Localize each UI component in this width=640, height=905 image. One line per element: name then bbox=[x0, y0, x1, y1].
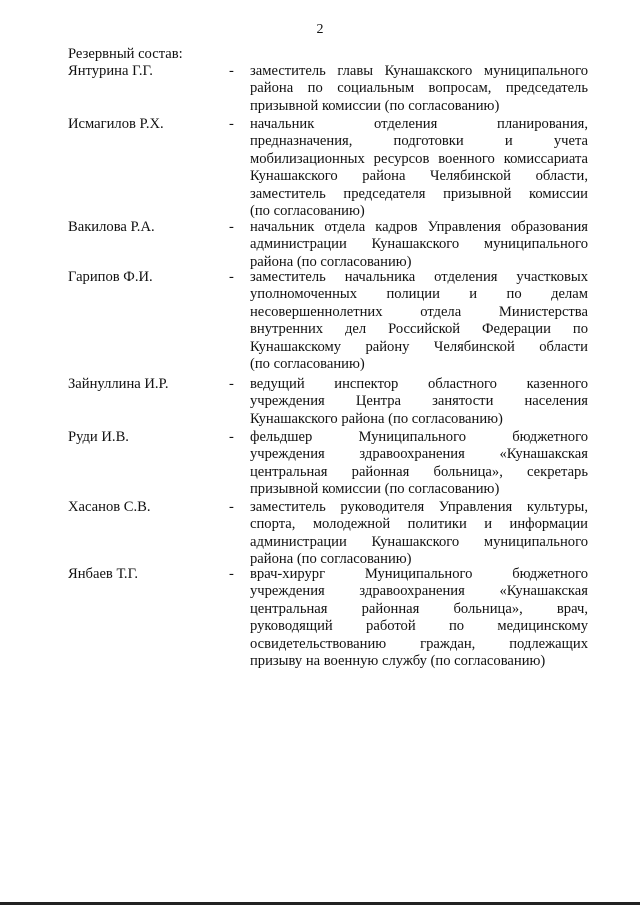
description-line: призывной комиссии (по согласованию) bbox=[250, 481, 500, 498]
description-line: уполномоченных полиции и по делам bbox=[250, 286, 588, 303]
description-line: заместитель главы Кунашакского муниципального bbox=[250, 63, 588, 79]
description-line: заместитель руководителя Управления культуры, bbox=[250, 499, 588, 515]
description-line: предназначения, подготовки и учета bbox=[250, 133, 588, 150]
member-dash: - bbox=[229, 219, 234, 235]
description-line: администрации Кунашакского муниципального bbox=[250, 236, 588, 253]
description-line: Кунашакскому району Челябинской области bbox=[250, 338, 588, 355]
member-name: Янбаев Т.Г. bbox=[68, 566, 139, 582]
member-dash: - bbox=[229, 269, 234, 285]
member-name: Руди И.В. bbox=[68, 429, 129, 445]
member-dash: - bbox=[229, 116, 234, 132]
page-number: 2 bbox=[316, 22, 324, 37]
description-line: несовершеннолетних отдела Министерства bbox=[250, 303, 588, 320]
description-line: спорта, молодежной политики и информации bbox=[250, 516, 588, 533]
member-dash: - bbox=[229, 376, 234, 392]
description-line: (по согласованию) bbox=[250, 356, 365, 373]
member-description bbox=[250, 63, 588, 115]
description-line: центральная районная больница», врач, bbox=[250, 600, 588, 617]
description-line: учреждения здравоохранения «Кунашакская bbox=[250, 446, 588, 463]
section-title: Резервный состав: bbox=[68, 46, 183, 62]
description-line: призыву на военную службу (по согласованию) bbox=[250, 653, 546, 670]
description-line: заместитель начальника отделения участковых bbox=[250, 269, 588, 285]
description-line: Кунашакского района (по согласованию) bbox=[250, 410, 503, 427]
member-dash: - bbox=[229, 63, 234, 79]
member-dash: - bbox=[229, 429, 234, 445]
description-line: руководящий работой по медицинскому bbox=[250, 618, 588, 635]
description-line: Кунашакского района Челябинской области, bbox=[250, 168, 588, 185]
description-line: освидетельствованию граждан, подлежащих bbox=[250, 635, 588, 652]
description-line: ведущий инспектор областного казенного bbox=[250, 376, 588, 392]
description-line: (по согласованию) bbox=[250, 203, 365, 220]
member-description bbox=[250, 116, 588, 220]
member-name: Янтурина Г.Г. bbox=[68, 63, 153, 79]
member-description bbox=[250, 566, 588, 670]
description-line: заместитель председателя призывной комиссии bbox=[250, 185, 588, 202]
member-name: Зайнуллина И.Р. bbox=[68, 376, 169, 392]
description-line: врач-хирург Муниципального бюджетного bbox=[250, 566, 588, 582]
member-description bbox=[250, 269, 588, 373]
description-line: учреждения Центра занятости населения bbox=[250, 393, 588, 410]
description-line: района по социальным вопросам, председатель bbox=[250, 80, 588, 97]
description-line: мобилизационных ресурсов военного комиссариата bbox=[250, 150, 588, 167]
description-line: внутренних дел Российской Федерации по bbox=[250, 321, 588, 338]
description-line: начальник отдела кадров Управления образования bbox=[250, 219, 588, 235]
member-name: Исмагилов Р.Х. bbox=[68, 116, 164, 132]
member-dash: - bbox=[229, 499, 234, 515]
member-description bbox=[250, 219, 588, 271]
description-line: центральная районная больница», секретарь bbox=[250, 463, 588, 480]
member-description bbox=[250, 499, 588, 569]
description-line: учреждения здравоохранения «Кунашакская bbox=[250, 583, 588, 600]
member-name: Хасанов С.В. bbox=[68, 499, 151, 515]
member-description bbox=[250, 376, 588, 428]
member-dash: - bbox=[229, 566, 234, 582]
member-description bbox=[250, 429, 588, 499]
description-line: администрации Кунашакского муниципального bbox=[250, 533, 588, 550]
member-name: Гарипов Ф.И. bbox=[68, 269, 153, 285]
description-line: района (по согласованию) bbox=[250, 551, 412, 568]
description-line: начальник отделения планирования, bbox=[250, 116, 588, 132]
description-line: призывной комиссии (по согласованию) bbox=[250, 97, 500, 114]
description-line: района (по согласованию) bbox=[250, 253, 412, 270]
member-name: Вакилова Р.А. bbox=[68, 219, 155, 235]
description-line: фельдшер Муниципального бюджетного bbox=[250, 429, 588, 445]
